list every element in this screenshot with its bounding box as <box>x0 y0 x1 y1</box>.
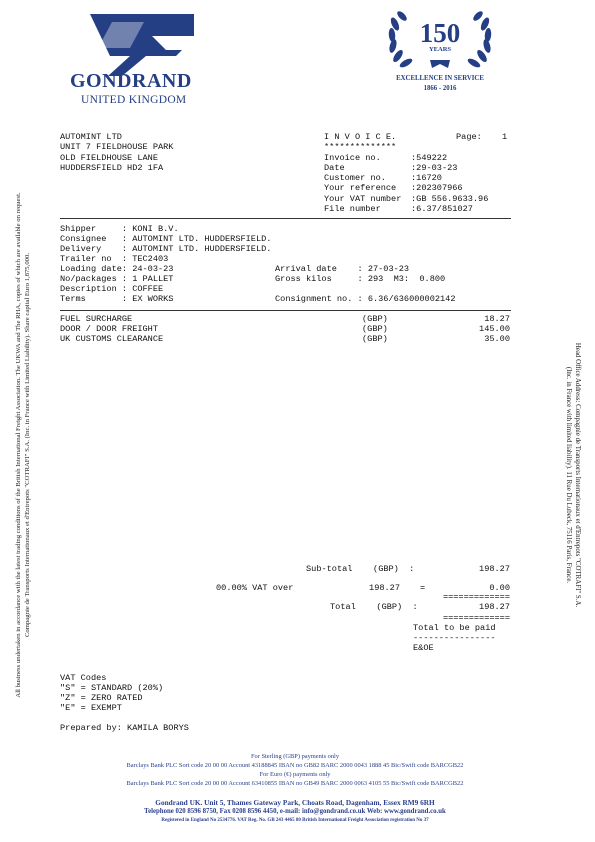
logo-name: GONDRAND <box>70 70 192 92</box>
vat-codes-title: VAT Codes <box>60 673 107 683</box>
page-number: 1 <box>502 132 508 142</box>
left-margin-line2: Compagnie de Transports Internationaux et d'Entrepots "COTRAFI" S.A. (Inc. in France with Limited Liability). Share capital Euro 1,875,000. <box>24 252 31 638</box>
footer-eur-heading: For Euro (€) payments only <box>259 771 331 778</box>
invoice-stars: ************** <box>324 142 397 152</box>
charge-currency: (GBP) <box>362 334 388 344</box>
footer-gbp-heading: For Sterling (GBP) payments only <box>250 753 340 760</box>
vat-code-item: "Z" = ZERO RATED <box>60 693 143 703</box>
divider <box>60 218 511 219</box>
right-margin-line2: (Inc. in France with limited liability). 11 Rue Du Lubeck, 75116 Paris, France. <box>565 366 572 584</box>
packages-line: No/packages : 1 PALLET <box>60 274 174 284</box>
divider <box>60 310 511 311</box>
address-line: HUDDERSFIELD HD2 1FA <box>60 163 164 173</box>
footer-registration: Registered in England No 2534776. VAT Reg. No. GB 243 4465 80 British International Freight Association registration No 37 <box>161 818 429 823</box>
address-line: OLD FIELDHOUSE LANE <box>60 153 158 163</box>
badge-number: 150 <box>419 18 461 48</box>
vat-code-item: "S" = STANDARD (20%) <box>60 683 164 693</box>
arrival-line: Arrival date : 27-03-23 <box>275 264 410 274</box>
charge-currency: (GBP) <box>362 324 388 334</box>
vat-base: 198.27 <box>369 583 400 593</box>
consignment-line: Consignment no. : 6.36/636000002142 <box>275 294 456 304</box>
field-label: Your reference <box>324 183 402 193</box>
terms-line: Terms : EX WORKS <box>60 294 174 304</box>
right-margin-line1: Head Office Address: Compagnie de Transports Internationaux et d'Entrepots "COTRAFI" S.A. <box>574 342 581 608</box>
eoe-label: E&OE <box>413 643 434 653</box>
page-label: Page: <box>456 132 482 142</box>
dash-line: ---------------- <box>413 633 496 643</box>
subtotal-label: Sub-total (GBP) : <box>306 564 415 574</box>
field-value: :GB 556.9633.96 <box>411 194 489 204</box>
gondrand-logo-mark <box>86 14 198 76</box>
field-value: :16720 <box>411 173 442 183</box>
footer-address: Gondrand UK. Unit 5, Thames Gateway Park, Choats Road, Dagenham, Essex RM9 6RH <box>155 798 435 807</box>
logo-subtitle: UNITED KINGDOM <box>81 94 187 106</box>
invoice-title: I N V O I C E. <box>324 132 397 142</box>
left-margin-text <box>14 140 31 750</box>
field-value: :6.37/851027 <box>411 204 473 214</box>
separator-line: ============= <box>442 592 510 602</box>
separator-line: ============= <box>442 613 510 623</box>
trailer-line: Trailer no : TEC2403 <box>60 254 169 264</box>
field-label: Your VAT number <box>324 194 402 204</box>
shipper-line: Shipper : KONI B.V. <box>60 224 179 234</box>
badge-line1: EXCELLENCE IN SERVICE <box>396 75 484 82</box>
charge-currency: (GBP) <box>362 314 388 324</box>
charge-desc: UK CUSTOMS CLEARANCE <box>60 334 164 344</box>
field-label: Date <box>324 163 402 173</box>
field-label: Invoice no. <box>324 153 402 163</box>
charge-desc: FUEL SURCHARGE <box>60 314 133 324</box>
field-label: Customer no. <box>324 173 402 183</box>
total-label: Total (GBP) : <box>330 602 418 612</box>
footer-contact: Telephone 020 8596 8750, Fax 0208 8596 4450, e-mail: info@gondrand.co.uk Web: www.gondrand.co.uk <box>144 808 446 815</box>
field-value: :549222 <box>411 153 448 163</box>
field-value: :29-03-23 <box>411 163 458 173</box>
charge-amount: 18.27 <box>484 314 510 324</box>
field-label: File number <box>324 204 402 214</box>
gross-line: Gross kilos : 293 M3: 0.800 <box>275 274 446 284</box>
prepared-by: Prepared by: KAMILA BORYS <box>60 723 189 733</box>
footer-gbp-bank: Barclays Bank PLC Sort code 20 00 00 Account 43188845 IBAN no GB82 BARC 2000 0043 1888 45 Bic/Swift code BARCGB22 <box>126 762 464 769</box>
badge-line2: 1866 - 2016 <box>423 85 457 92</box>
vat-equals: = <box>420 583 426 593</box>
field-value: :202307966 <box>411 183 463 193</box>
right-margin-text <box>562 265 582 685</box>
loading-line: Loading date: 24-03-23 <box>60 264 174 274</box>
charge-amount: 35.00 <box>484 334 510 344</box>
charge-amount: 145.00 <box>479 324 510 334</box>
charge-desc: DOOR / DOOR FREIGHT <box>60 324 158 334</box>
description-line: Description : COFFEE <box>60 284 164 294</box>
consignee-line: Consignee : AUTOMINT LTD. HUDDERSFIELD. <box>60 234 272 244</box>
footer-eur-bank: Barclays Bank PLC Sort code 20 00 00 Account 63410855 IBAN no GB49 BARC 2000 0063 4105 55 Bic/Swift code BARCGB22 <box>126 780 464 787</box>
left-margin-line1: All business undertaken in accordance with the latest trading conditions of the British International Freight Association. The UKWA and The RHA, copies of which are available on request. <box>15 192 22 698</box>
subtotal-amount: 198.27 <box>479 564 510 574</box>
total-amount: 198.27 <box>479 602 510 612</box>
address-line: UNIT 7 FIELDHOUSE PARK <box>60 142 174 152</box>
vat-amount: 0.00 <box>489 583 510 593</box>
vat-label: 00.00% VAT over <box>216 583 294 593</box>
badge-years: YEARS <box>428 46 452 53</box>
vat-code-item: "E" = EXEMPT <box>60 703 122 713</box>
delivery-line: Delivery : AUTOMINT LTD. HUDDERSFIELD. <box>60 244 272 254</box>
address-line: AUTOMINT LTD <box>60 132 122 142</box>
to-be-paid-label: Total to be paid <box>413 623 496 633</box>
